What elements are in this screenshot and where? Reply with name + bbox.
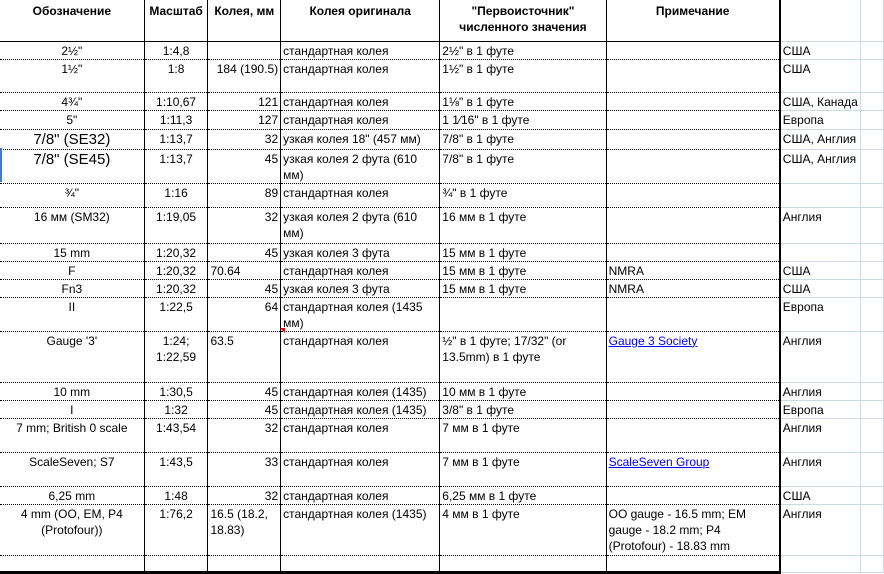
cell-designation[interactable]: ScaleSeven; S7 [0, 452, 144, 486]
cell-gauge[interactable]: 45 [208, 243, 281, 261]
cell-empty[interactable] [860, 92, 883, 110]
cell-note[interactable] [606, 41, 780, 59]
header-original-gauge[interactable]: Колея оригинала [281, 0, 440, 41]
comment-indicator-icon[interactable] [280, 328, 285, 333]
cell-source[interactable]: 6,25 мм в 1 футе [440, 486, 606, 504]
cell-original-gauge[interactable]: стандартная колея [281, 486, 440, 504]
cell-original-gauge[interactable]: стандартная колея (1435) [281, 504, 440, 555]
cell-gauge[interactable]: 45 [208, 279, 281, 297]
cell-empty[interactable] [860, 331, 883, 382]
cell-scale[interactable] [144, 555, 208, 572]
cell-empty[interactable] [860, 279, 883, 297]
cell-region[interactable]: США [780, 486, 860, 504]
cell-original-gauge[interactable]: стандартная колея [281, 261, 440, 279]
cell-designation[interactable]: 15 mm [0, 243, 144, 261]
table-row [0, 418, 884, 452]
cell-note[interactable] [606, 129, 780, 149]
cell-empty[interactable] [860, 129, 883, 149]
cell-designation[interactable]: 7 mm; British 0 scale [0, 418, 144, 452]
table-row [0, 59, 884, 92]
cell-empty[interactable] [860, 555, 883, 572]
cell-scale[interactable]: 1:20,32 [144, 243, 208, 261]
cell-gauge[interactable]: 127 [208, 110, 281, 129]
cell-original-gauge[interactable]: стандартная колея [281, 110, 440, 129]
cell-gauge[interactable]: 32 [208, 418, 281, 452]
cell-source[interactable]: 7/8" в 1 футе [440, 149, 606, 183]
cell-original-gauge[interactable]: узкая колея 3 фута [281, 279, 440, 297]
cell-note[interactable] [606, 110, 780, 129]
cell-region[interactable] [780, 555, 860, 572]
cell-original-gauge[interactable]: стандартная колея [281, 183, 440, 207]
cell-note[interactable]: OO gauge - 16.5 mm; EM gauge - 18.2 mm; P4 (Protofour) - 18.83 mm [606, 504, 780, 555]
cell-empty[interactable] [860, 41, 883, 59]
cell-designation[interactable]: II [0, 297, 144, 331]
cell-empty[interactable] [860, 400, 883, 418]
cell-scale[interactable]: 1:11,3 [144, 110, 208, 129]
cell-region[interactable]: Англия [780, 418, 860, 452]
cell-designation[interactable]: 7/8" (SE32) [0, 129, 144, 149]
cell-designation[interactable]: 4¾" [0, 92, 144, 110]
table-row [0, 400, 884, 418]
cell-source[interactable]: 1⅛" в 1 футе [440, 92, 606, 110]
cell-note[interactable] [606, 452, 780, 486]
cell-empty[interactable] [860, 59, 883, 92]
cell-original-gauge[interactable]: узкая колея 3 фута [281, 243, 440, 261]
cell-designation[interactable]: I [0, 400, 144, 418]
cell-designation[interactable]: 10 mm [0, 382, 144, 400]
header-scale[interactable]: Масштаб [144, 0, 208, 41]
cell-source[interactable]: 15 мм в 1 футе [440, 243, 606, 261]
cell-source[interactable] [440, 297, 606, 331]
cell-note[interactable] [606, 92, 780, 110]
cell-original-gauge[interactable]: стандартная колея (1435 мм) [281, 297, 440, 331]
cell-designation[interactable]: 7/8" (SE45) [0, 149, 144, 183]
cell-scale[interactable]: 1:13,7 [144, 149, 208, 183]
header-note[interactable]: Примечание [606, 0, 780, 41]
cell-designation[interactable]: 6,25 mm [0, 486, 144, 504]
cell-source[interactable]: 16 мм в 1 футе [440, 207, 606, 243]
cell-region[interactable]: Англия [780, 504, 860, 555]
cell-empty[interactable] [780, 0, 860, 41]
cell-designation[interactable]: 2½" [0, 41, 144, 59]
header-gauge[interactable]: Колея, мм [208, 0, 281, 41]
cell-scale[interactable]: 1:24; 1:22,59 [144, 331, 208, 382]
cell-region[interactable]: США [780, 41, 860, 59]
table-row [0, 279, 884, 297]
cell-region[interactable]: США, Англия [780, 129, 860, 149]
cell-region[interactable] [780, 183, 860, 207]
cell-source[interactable]: ¾" в 1 футе [440, 183, 606, 207]
table-row [0, 452, 884, 486]
cell-empty[interactable] [860, 149, 883, 183]
cell-gauge[interactable]: 32 [208, 207, 281, 243]
cell-designation[interactable]: 16 мм (SM32) [0, 207, 144, 243]
cell-source[interactable]: 3/8" в 1 футе [440, 400, 606, 418]
cell-region[interactable]: Европа [780, 400, 860, 418]
cell-designation[interactable]: Gauge '3' [0, 331, 144, 382]
table-row [0, 207, 884, 243]
table-row [0, 297, 884, 331]
cell-source[interactable]: 1 1⁄16" в 1 футе [440, 110, 606, 129]
table-row [0, 129, 884, 149]
cell-designation[interactable]: ¾" [0, 183, 144, 207]
cell-original-gauge[interactable]: стандартная колея [281, 59, 440, 92]
cell-scale[interactable]: 1:22,5 [144, 297, 208, 331]
table-row [0, 92, 884, 110]
cell-gauge[interactable]: 45 [208, 149, 281, 183]
cell-source[interactable]: 7/8" в 1 футе [440, 129, 606, 149]
cell-empty[interactable] [860, 110, 883, 129]
cell-gauge[interactable]: 89 [208, 183, 281, 207]
cell-region[interactable]: Европа [780, 110, 860, 129]
cell-source[interactable]: 15 мм в 1 футе [440, 261, 606, 279]
cell-region[interactable]: Англия [780, 382, 860, 400]
cell-note[interactable] [606, 59, 780, 92]
cell-scale[interactable]: 1:30,5 [144, 382, 208, 400]
cell-gauge[interactable]: 70.64 [208, 261, 281, 279]
cell-gauge[interactable]: 32 [208, 129, 281, 149]
note-link[interactable]: Gauge 3 Society [608, 333, 698, 348]
cell-scale[interactable]: 1:20,32 [144, 279, 208, 297]
cell-gauge[interactable] [208, 41, 281, 59]
cell-region[interactable]: США [780, 279, 860, 297]
cell-note[interactable] [606, 400, 780, 418]
cell-source[interactable]: ½" в 1 футе; 17/32" (or 13.5mm) в 1 футе [440, 331, 606, 382]
cell-scale[interactable]: 1:13,7 [144, 129, 208, 149]
cell-original-gauge[interactable]: стандартная колея (1435) [281, 382, 440, 400]
table-row [0, 243, 884, 261]
header-designation[interactable]: Обозначение [0, 0, 144, 41]
cell-gauge[interactable]: 63.5 [208, 331, 281, 382]
cell-original-gauge[interactable]: узкая колея 18" (457 мм) [281, 129, 440, 149]
cell-region[interactable]: Англия [780, 452, 860, 486]
note-link[interactable]: ScaleSeven Group [608, 454, 710, 469]
cell-gauge[interactable]: 64 [208, 297, 281, 331]
table-row [0, 486, 884, 504]
cell-original-gauge[interactable]: стандартная колея [281, 331, 440, 382]
cell-scale[interactable]: 1:43,54 [144, 418, 208, 452]
cell-designation[interactable]: F [0, 261, 144, 279]
cell-scale[interactable]: 1:76,2 [144, 504, 208, 555]
cell-region[interactable]: Европа [780, 297, 860, 331]
cell-designation[interactable]: Fn3 [0, 279, 144, 297]
cell-note[interactable] [606, 183, 780, 207]
cell-scale[interactable]: 1:10,67 [144, 92, 208, 110]
cell-designation[interactable]: 5" [0, 110, 144, 129]
cell-region[interactable]: Англия [780, 331, 860, 382]
cell-gauge[interactable]: 184 (190.5) [208, 59, 281, 92]
table-row [0, 41, 884, 59]
cell-gauge[interactable]: 32 [208, 486, 281, 504]
cell-gauge[interactable]: 45 [208, 400, 281, 418]
cell-source[interactable]: 7 мм в 1 футе [440, 418, 606, 452]
cell-designation[interactable]: 1½" [0, 59, 144, 92]
cell-empty[interactable] [860, 183, 883, 207]
table-row [0, 110, 884, 129]
table-row [0, 382, 884, 400]
cell-gauge[interactable]: 33 [208, 452, 281, 486]
cell-region[interactable]: США [780, 59, 860, 92]
cell-designation[interactable] [0, 555, 144, 572]
cell-scale[interactable]: 1:16 [144, 183, 208, 207]
table-row [0, 261, 884, 279]
cell-note[interactable] [606, 555, 780, 572]
cell-original-gauge[interactable]: узкая колея 2 фута (610 мм) [281, 149, 440, 183]
cell-original-gauge[interactable]: стандартная колея [281, 41, 440, 59]
cell-source[interactable]: 1½" в 1 футе [440, 59, 606, 92]
cell-scale[interactable]: 1:32 [144, 400, 208, 418]
cell-original-gauge[interactable]: стандартная колея [281, 452, 440, 486]
cell-region[interactable]: США, Англия [780, 149, 860, 183]
cell-empty[interactable] [860, 418, 883, 452]
table-row [0, 183, 884, 207]
cell-note[interactable] [606, 243, 780, 261]
cell-note[interactable] [606, 207, 780, 243]
cell-note[interactable] [606, 149, 780, 183]
cell-original-gauge[interactable]: узкая колея 2 фута (610 мм) [281, 207, 440, 243]
table-row [0, 504, 884, 555]
cell-note[interactable]: NMRA [606, 279, 780, 297]
cell-empty[interactable] [860, 297, 883, 331]
cell-empty[interactable] [860, 243, 883, 261]
cell-region[interactable] [780, 243, 860, 261]
cell-scale[interactable]: 1:19,05 [144, 207, 208, 243]
cell-region[interactable]: США, Канада [780, 92, 860, 110]
cell-source[interactable]: 4 мм в 1 футе [440, 504, 606, 555]
cell-source[interactable] [440, 555, 606, 572]
cell-source[interactable]: 7 мм в 1 футе [440, 452, 606, 486]
cell-scale[interactable]: 1:43,5 [144, 452, 208, 486]
cell-source[interactable]: 10 мм в 1 футе [440, 382, 606, 400]
cell-region[interactable]: США [780, 261, 860, 279]
cell-empty[interactable] [860, 207, 883, 243]
cell-note[interactable] [606, 418, 780, 452]
header-row [0, 0, 884, 41]
cell-region[interactable]: Англия [780, 207, 860, 243]
cell-empty[interactable] [860, 486, 883, 504]
cell-empty[interactable] [860, 261, 883, 279]
cell-empty[interactable] [860, 382, 883, 400]
cell-empty[interactable] [860, 504, 883, 555]
cell-scale[interactable]: 1:20,32 [144, 261, 208, 279]
table-row [0, 149, 884, 183]
row-selection-marker [0, 148, 2, 182]
cell-note[interactable]: NMRA [606, 261, 780, 279]
cell-note[interactable] [606, 382, 780, 400]
cell-note[interactable] [606, 486, 780, 504]
cell-gauge[interactable]: 45 [208, 382, 281, 400]
cell-designation[interactable]: 4 mm (OO, EM, P4 (Protofour)) [0, 504, 144, 555]
cell-original-gauge[interactable]: стандартная колея [281, 92, 440, 110]
table-row [0, 555, 884, 572]
cell-note[interactable] [606, 331, 780, 382]
cell-scale[interactable]: 1:8 [144, 59, 208, 92]
cell-scale[interactable]: 1:48 [144, 486, 208, 504]
cell-original-gauge[interactable]: стандартная колея (1435) [281, 400, 440, 418]
cell-original-gauge[interactable]: стандартная колея [281, 418, 440, 452]
cell-gauge[interactable] [208, 555, 281, 572]
cell-note[interactable] [606, 297, 780, 331]
cell-source[interactable]: 15 мм в 1 футе [440, 279, 606, 297]
table-row [0, 331, 884, 382]
cell-empty[interactable] [860, 452, 883, 486]
cell-gauge[interactable]: 121 [208, 92, 281, 110]
cell-source[interactable]: 2½" в 1 футе [440, 41, 606, 59]
cell-empty[interactable] [860, 0, 883, 41]
cell-scale[interactable]: 1:4,8 [144, 41, 208, 59]
header-source[interactable]: "Первоисточник" численного значения [440, 0, 606, 41]
cell-original-gauge[interactable] [281, 555, 440, 572]
cell-gauge[interactable]: 16.5 (18.2, 18.83) [208, 504, 281, 555]
